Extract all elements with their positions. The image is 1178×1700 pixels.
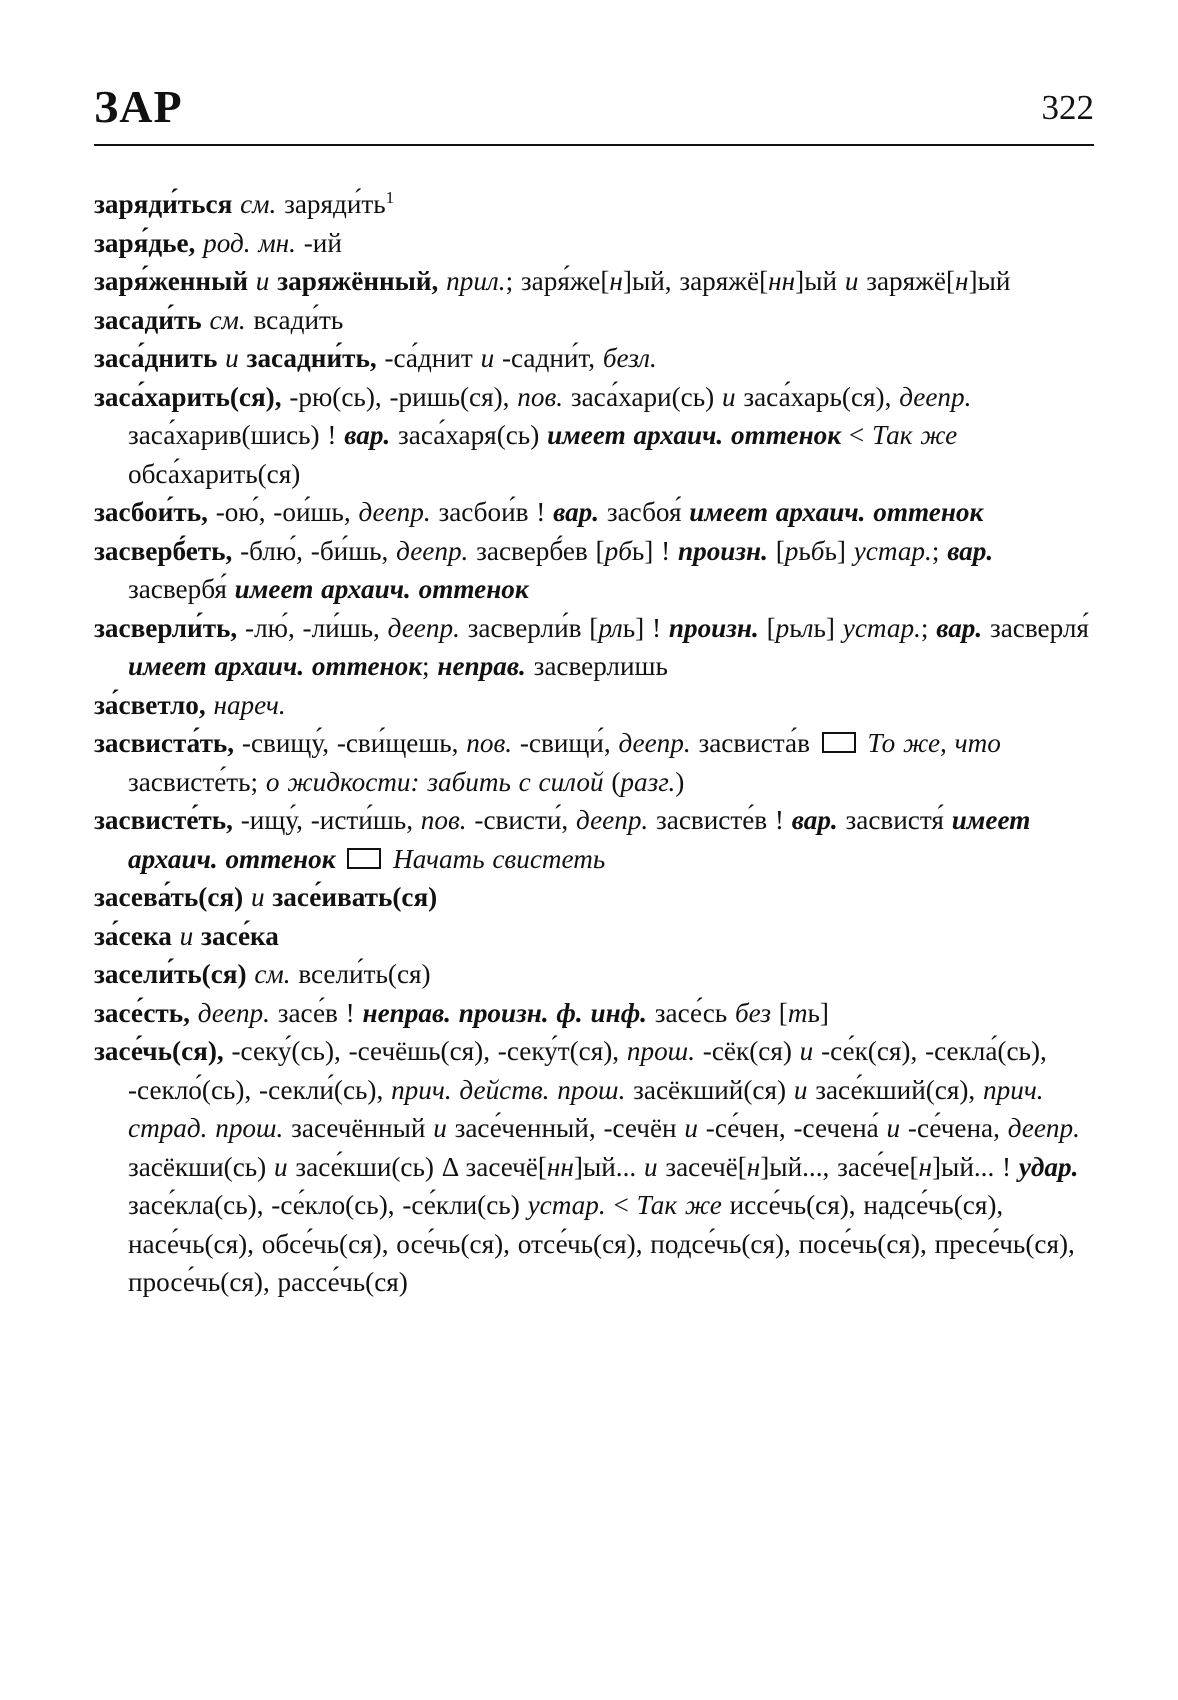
italic-label: и bbox=[250, 882, 273, 912]
headword: засе́сть, bbox=[94, 997, 198, 1028]
headword: заса́харить(ся), bbox=[94, 381, 290, 412]
text: ]ый bbox=[795, 266, 845, 296]
italic-label: прич. действ. прош. bbox=[391, 1074, 634, 1105]
italic-label: без bbox=[734, 997, 779, 1028]
dictionary-entry bbox=[94, 878, 1094, 917]
text: засечённый bbox=[291, 1113, 434, 1143]
italic-label: и bbox=[793, 1074, 816, 1105]
text: ) bbox=[675, 766, 685, 797]
bold-italic-label: неправ. произн. ф. инф. bbox=[362, 997, 655, 1028]
italic-label: деепр. bbox=[576, 805, 657, 835]
bold-italic-label: неправ. bbox=[437, 651, 534, 681]
headword: заряди́ться bbox=[94, 189, 241, 219]
superscript: 1 bbox=[385, 187, 395, 207]
text: заса́хари(сь) bbox=[570, 381, 722, 412]
text: -лю́, -ли́шь, bbox=[245, 612, 388, 643]
bold-italic-label: имеет архаич. оттенок bbox=[234, 574, 529, 604]
italic-label: Так же bbox=[872, 420, 966, 450]
text: засверли́в [ bbox=[467, 612, 599, 643]
dictionary-entry bbox=[94, 262, 1094, 301]
text: засе́кши(сь) Δ засечё[ bbox=[295, 1151, 547, 1182]
italic-label: нареч. bbox=[213, 689, 286, 720]
dictionary-entry bbox=[94, 1032, 1094, 1302]
italic-label: н bbox=[746, 1151, 761, 1182]
text: ь] bbox=[824, 535, 854, 566]
headword: засверб́еть, bbox=[94, 535, 241, 566]
text: засе́в ! bbox=[277, 997, 363, 1028]
text: засёкши(сь) bbox=[128, 1151, 275, 1182]
text: -секу́(сь), -сечёшь(ся), -секу́т(ся), bbox=[231, 1036, 627, 1066]
bold-italic-label: имеет архаич. оттенок bbox=[128, 651, 422, 681]
italic-label: см. bbox=[209, 304, 254, 335]
text: засе́ченный, -сечён bbox=[454, 1113, 685, 1143]
text: иссе́чь(ся), надсе́чь(ся), насе́чь(ся), обсе́чь(ся), осе́чь(ся), отсе́чь(ся), подсе́чь(ся), посе́чь(ся), пресе́чь(ся), просе́чь(ся), рассе́чь(ся) bbox=[128, 1190, 1083, 1297]
bold-italic-label: удар. bbox=[1018, 1151, 1087, 1182]
italic-label: и bbox=[886, 1113, 908, 1143]
page-number: 322 bbox=[1041, 88, 1094, 127]
italic-label: рб bbox=[604, 535, 632, 566]
italic-label: и bbox=[721, 381, 744, 412]
italic-label: нн bbox=[768, 266, 796, 296]
text: ]ый..., засе́че[ bbox=[760, 1151, 919, 1182]
text: засе́сь bbox=[654, 997, 735, 1028]
text: засвисте́ть; bbox=[128, 766, 266, 797]
text: -рю(сь), -ришь(ся), bbox=[289, 381, 518, 412]
text: [ bbox=[775, 535, 785, 566]
text: заряжё[ bbox=[866, 266, 956, 296]
text: -са́днит bbox=[384, 343, 481, 373]
text: ь bbox=[789, 612, 802, 643]
italic-label: и bbox=[480, 343, 502, 373]
text: ь] ! bbox=[631, 535, 678, 566]
italic-label: род. мн. bbox=[203, 227, 304, 258]
italic-label: и bbox=[225, 343, 247, 373]
italic-label: прил. bbox=[446, 266, 506, 296]
text: -свисти́, bbox=[474, 805, 576, 835]
text: ь] bbox=[813, 612, 843, 643]
square-box-icon bbox=[347, 848, 381, 869]
text: -садни́т, bbox=[501, 343, 603, 373]
text: -свищи́, bbox=[519, 728, 619, 758]
italic-label: н bbox=[918, 1151, 932, 1182]
italic-label: рл bbox=[598, 612, 623, 643]
text: -свищу́, -сви́щешь, bbox=[241, 728, 467, 758]
text: ; bbox=[920, 612, 937, 643]
italic-label: устар. bbox=[527, 1190, 614, 1220]
text: ь bbox=[798, 535, 811, 566]
text: засвербя́ bbox=[128, 574, 235, 604]
dictionary-entry bbox=[94, 532, 1094, 609]
text: засбои́в ! bbox=[438, 497, 554, 527]
italic-label: Так же bbox=[636, 1190, 730, 1220]
dictionary-entry bbox=[94, 224, 1094, 263]
italic-label: и bbox=[684, 1113, 706, 1143]
italic-label: и bbox=[255, 266, 278, 296]
italic-label: деепр. bbox=[618, 728, 699, 758]
italic-label: р bbox=[775, 612, 790, 643]
text: ; заря́же[ bbox=[505, 266, 610, 296]
bold-italic-label: произн. bbox=[678, 535, 776, 566]
headword: засева́ть(ся) bbox=[94, 882, 251, 912]
text: заряди́ть bbox=[284, 189, 386, 219]
text: засе́кла(сь), -се́кло(сь), -се́кли(сь) bbox=[128, 1190, 528, 1220]
text: ь] ! bbox=[622, 612, 669, 643]
dictionary-entry bbox=[94, 378, 1094, 494]
text: -се́чена, bbox=[907, 1113, 1008, 1143]
text: ]ый bbox=[968, 266, 1011, 296]
italic-label: безл. bbox=[602, 343, 657, 373]
italic-label: р bbox=[784, 535, 799, 566]
text: ь] bbox=[807, 997, 829, 1028]
headword: заря́дье, bbox=[94, 227, 204, 258]
dictionary-entry bbox=[94, 801, 1094, 878]
dictionary-entry bbox=[94, 609, 1097, 686]
italic-label: деепр. bbox=[899, 381, 980, 412]
headword: засвисте́ть, bbox=[94, 805, 241, 835]
headword: заряжённый, bbox=[277, 266, 447, 296]
headword: заса́днить bbox=[94, 343, 226, 373]
italic-label: деепр. bbox=[358, 497, 439, 527]
bold-italic-label: имеет архаич. оттенок bbox=[689, 497, 984, 527]
headword: засе́ка bbox=[201, 920, 279, 951]
italic-label: и bbox=[274, 1151, 296, 1182]
text: < bbox=[848, 420, 872, 450]
italic-label: и bbox=[643, 1151, 666, 1182]
text: засвисте́в ! bbox=[656, 805, 792, 835]
headword: за́сека bbox=[94, 920, 180, 951]
italic-label: и bbox=[433, 1113, 455, 1143]
text: -се́к(ся), -секла́(сь), -секло́(сь), -секли́(сь), bbox=[128, 1036, 1055, 1105]
italic-label: разг. bbox=[620, 766, 676, 797]
italic-label: устар. bbox=[842, 612, 921, 643]
text: засверб́ев [ bbox=[476, 535, 605, 566]
italic-label: о жидкости: забить с силой bbox=[265, 766, 612, 797]
text: -ищу́, -исти́шь, bbox=[240, 805, 421, 835]
headword: засели́ть(ся) bbox=[94, 959, 255, 989]
text: -ою́, -ои́шь, bbox=[215, 497, 359, 527]
italic-label: т bbox=[787, 997, 808, 1028]
italic-label: То же, что bbox=[867, 728, 1009, 758]
text: ; bbox=[931, 535, 948, 566]
bold-italic-label: вар. bbox=[791, 805, 846, 835]
italic-label: и bbox=[799, 1036, 822, 1066]
headword: засвиста́ть, bbox=[94, 728, 242, 758]
italic-label: пов. bbox=[420, 805, 475, 835]
italic-label: н bbox=[609, 266, 623, 296]
italic-label: н bbox=[955, 266, 969, 296]
dictionary-entry bbox=[94, 994, 1094, 1033]
italic-label: устар. bbox=[853, 535, 932, 566]
text: ]ый, заряжё[ bbox=[622, 266, 769, 296]
text: засечё[ bbox=[665, 1151, 747, 1182]
text: засверля́ bbox=[989, 612, 1097, 643]
italic-label: пов. bbox=[466, 728, 520, 758]
entry-list bbox=[94, 185, 1097, 1302]
text: -блю́, -би́шь, bbox=[240, 535, 397, 566]
italic-label: л bbox=[801, 612, 814, 643]
italic-label: деепр. bbox=[197, 997, 278, 1028]
text: всади́ть bbox=[253, 304, 344, 335]
bold-italic-label: имеет архаич. оттенок bbox=[128, 805, 1039, 874]
italic-label: и bbox=[844, 266, 867, 296]
text: заса́харя(сь) bbox=[398, 420, 548, 450]
dictionary-entry bbox=[94, 301, 1094, 340]
text: засёкший(ся) bbox=[633, 1074, 794, 1105]
text: [ bbox=[766, 612, 776, 643]
text: засверлишь bbox=[533, 651, 668, 681]
bold-italic-label: имеет архаич. оттенок bbox=[547, 420, 849, 450]
text: засвиста́в bbox=[698, 728, 818, 758]
text: засбоя́ bbox=[606, 497, 690, 527]
dictionary-entry bbox=[94, 339, 1094, 378]
italic-label: деепр. bbox=[1007, 1113, 1088, 1143]
italic-label: деепр. bbox=[387, 612, 468, 643]
text: ]ый... bbox=[573, 1151, 644, 1182]
text: ( bbox=[611, 766, 621, 797]
italic-label: прош. bbox=[626, 1036, 703, 1066]
italic-label: см. bbox=[254, 959, 299, 989]
bold-italic-label: вар. bbox=[936, 612, 990, 643]
bold-italic-label: вар. bbox=[947, 535, 1001, 566]
dictionary-entry bbox=[94, 686, 1094, 725]
headword: засади́ть bbox=[94, 304, 210, 335]
headword: засе́чь(ся), bbox=[94, 1036, 232, 1066]
headword: засверли́ть, bbox=[94, 612, 246, 643]
bold-italic-label: вар. bbox=[553, 497, 607, 527]
dictionary-entry bbox=[94, 724, 1094, 801]
text: заса́харь(ся), bbox=[743, 381, 900, 412]
headword: засе́ивать(ся) bbox=[272, 882, 438, 912]
italic-label: прич. страд. прош. bbox=[128, 1074, 1052, 1143]
headword: засадни́ть, bbox=[246, 343, 385, 373]
italic-label: деепр. bbox=[396, 535, 477, 566]
square-box-icon bbox=[822, 732, 856, 753]
head-word: ЗАР bbox=[94, 81, 183, 132]
italic-label: нн bbox=[546, 1151, 574, 1182]
text: -сёк(ся) bbox=[702, 1036, 800, 1066]
text: засвистя́ bbox=[845, 805, 952, 835]
text bbox=[385, 844, 393, 874]
text bbox=[860, 728, 868, 758]
italic-label: см. bbox=[240, 189, 285, 219]
dictionary-entry bbox=[94, 493, 1094, 532]
bold-italic-label: вар. bbox=[344, 420, 399, 450]
running-header bbox=[94, 78, 1094, 146]
dictionary-entry bbox=[94, 955, 1094, 994]
text: -се́чен, -сечена́ bbox=[705, 1113, 887, 1143]
bold-italic-label: произн. bbox=[668, 612, 767, 643]
text: ; bbox=[422, 651, 438, 681]
dictionary-entry bbox=[94, 185, 1094, 224]
text: [ bbox=[778, 997, 788, 1028]
dictionary-entry bbox=[94, 917, 1094, 956]
italic-label: Начать свистеть bbox=[393, 843, 606, 874]
text: заса́харив(шись) ! bbox=[128, 420, 345, 450]
text: -ий bbox=[303, 227, 342, 258]
italic-label: и bbox=[179, 920, 202, 951]
text: засе́кший(ся), bbox=[815, 1074, 984, 1105]
text: ]ый... ! bbox=[932, 1151, 1019, 1182]
italic-label: пов. bbox=[517, 381, 571, 412]
headword: заря́женный bbox=[94, 266, 256, 296]
italic-label: б bbox=[810, 535, 825, 566]
text: обса́харить(ся) bbox=[128, 458, 301, 489]
headword: за́светло, bbox=[94, 689, 214, 720]
text: всели́ть(ся) bbox=[298, 959, 431, 989]
headword: засбои́ть, bbox=[94, 497, 216, 527]
text: < bbox=[613, 1190, 637, 1220]
